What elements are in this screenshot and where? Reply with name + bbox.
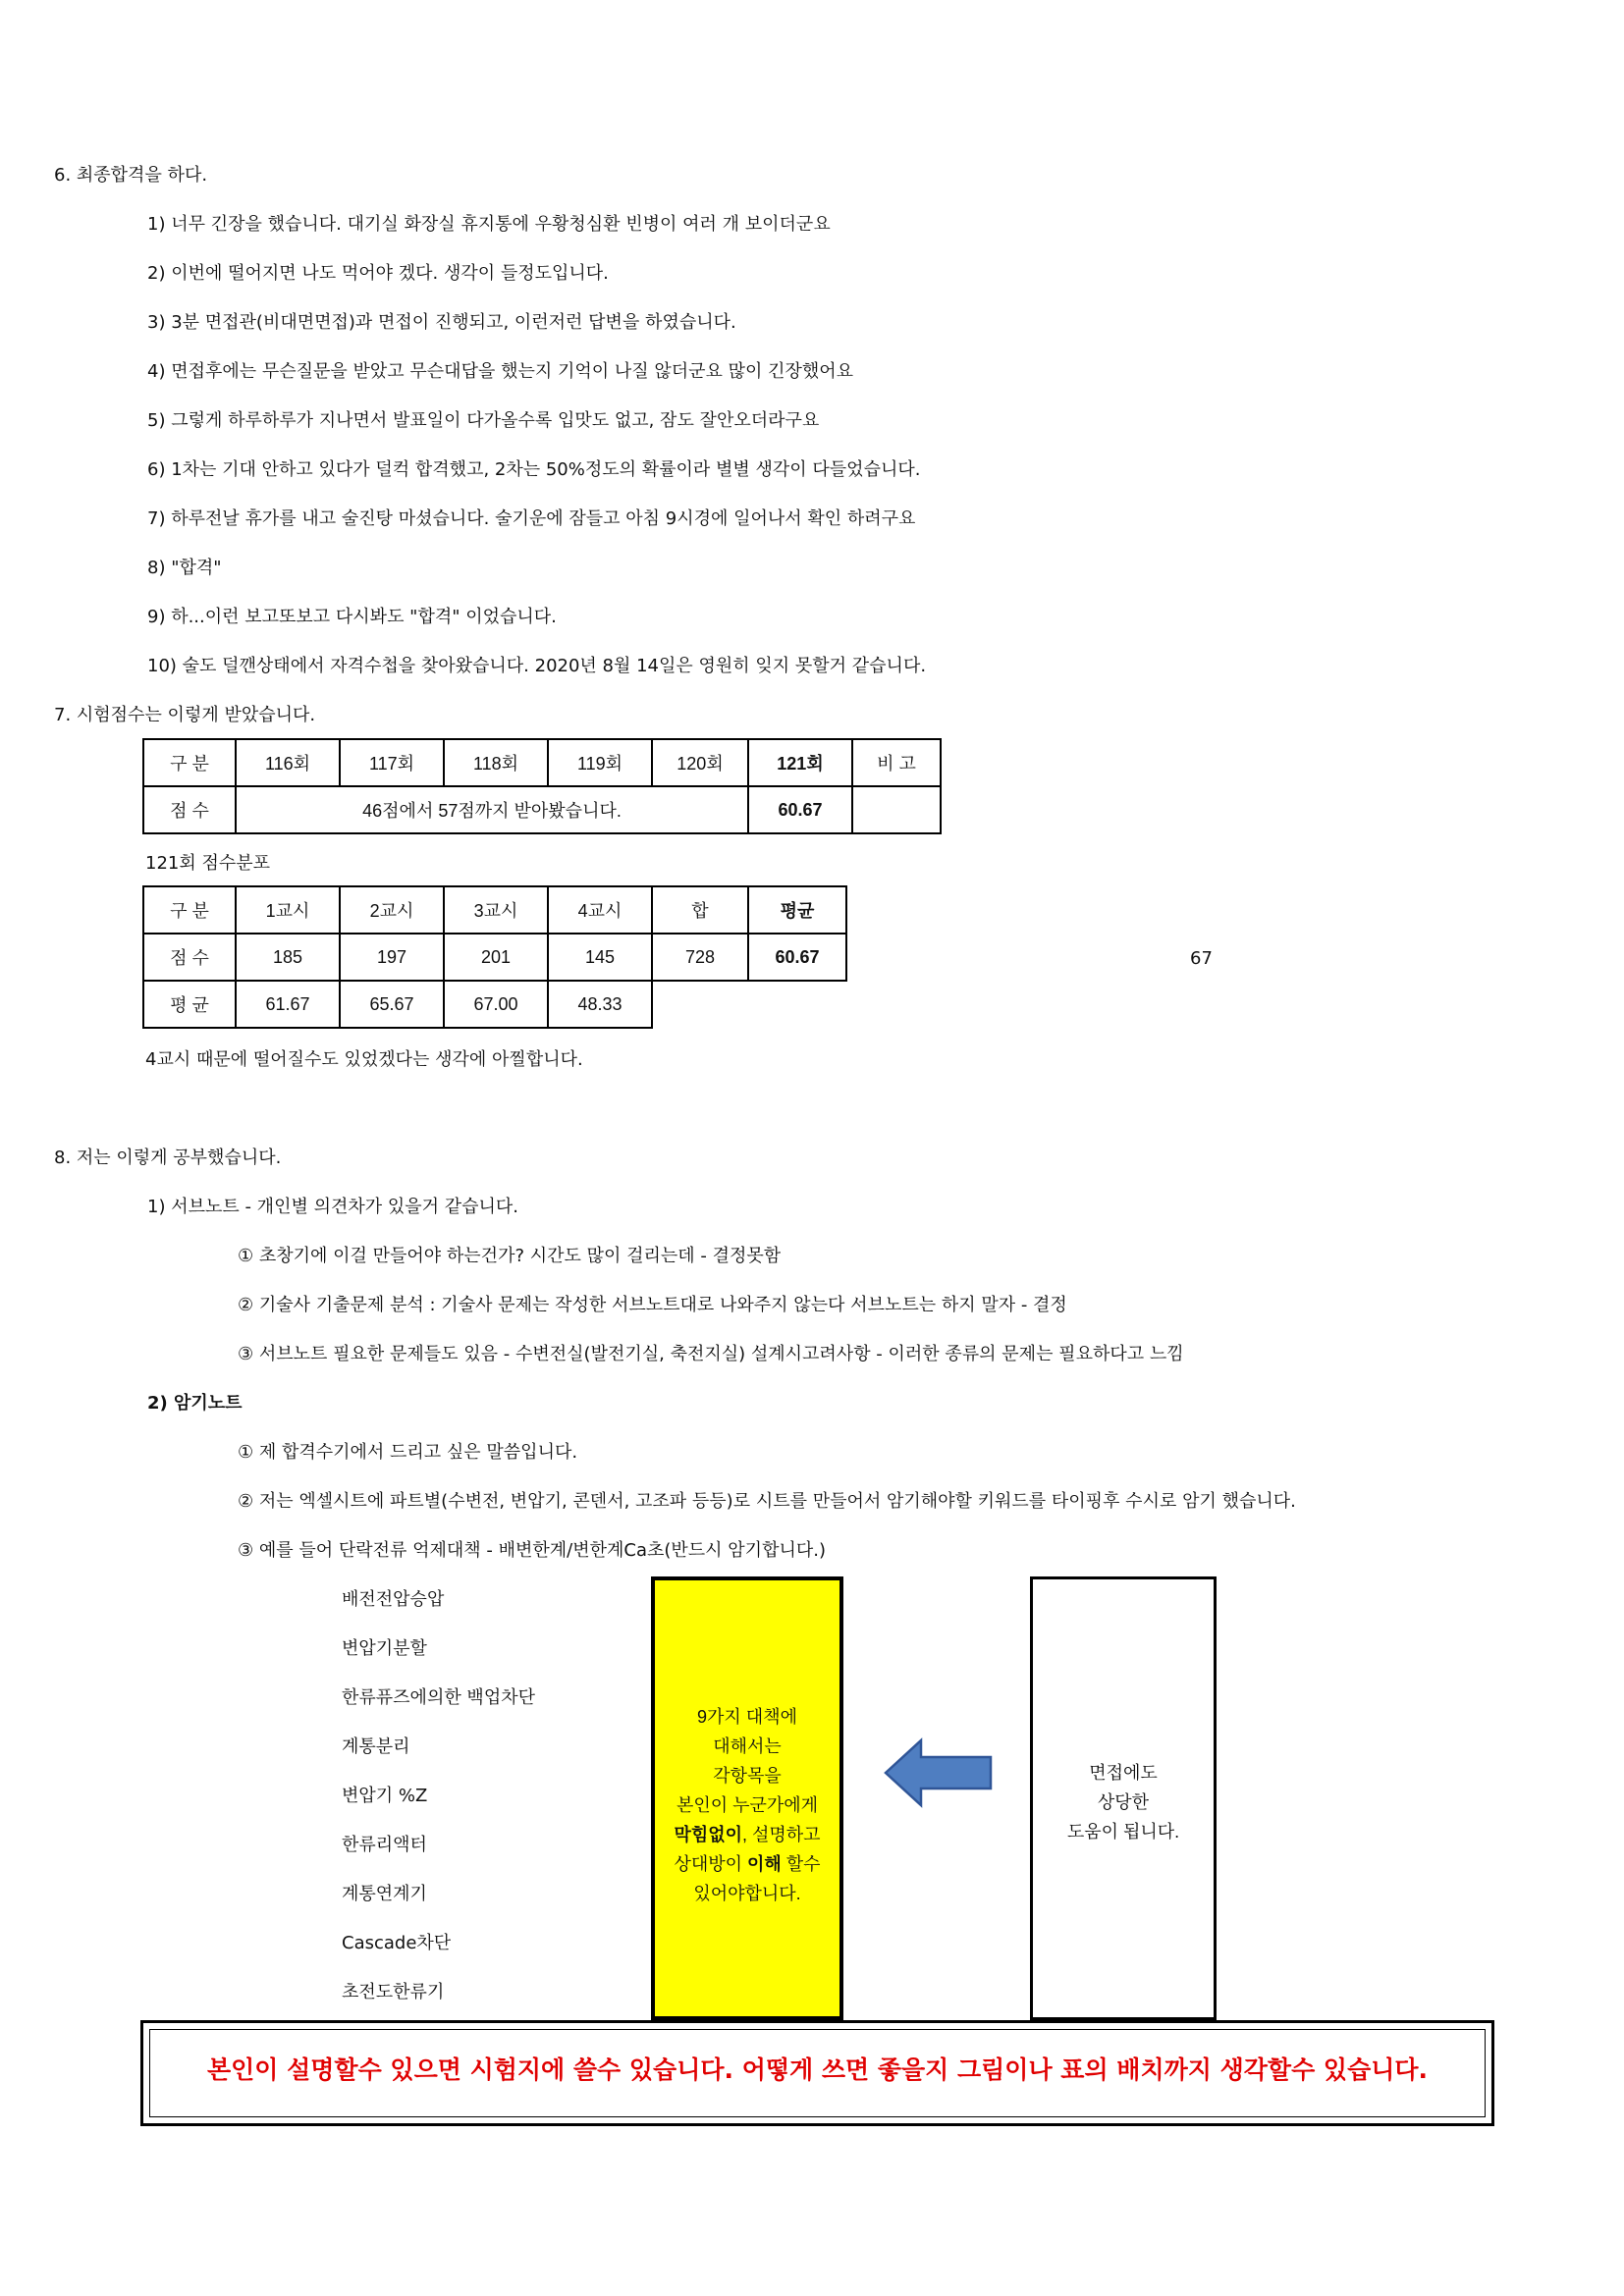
subnote-item-2: ② 기술사 기출문제 분석 : 기술사 문제는 작성한 서브노트대로 나와주지 않는다 서브노트는 하지 말자 - 결정 <box>238 1295 1067 1315</box>
section6-item-3: 3) 3분 면접관(비대면면접)과 면접이 진행되고, 이런저런 답변을 하였습니다. <box>147 312 736 333</box>
table-cell: 48.33 <box>548 981 652 1028</box>
section6-item-9: 9) 하...이런 보고또보고 다시봐도 "합격" 이었습니다. <box>147 607 557 627</box>
section7-heading: 7. 시험점수는 이렇게 받았습니다. <box>54 705 316 725</box>
keyword-item: 한류리액터 <box>342 1835 427 1855</box>
score-history-table <box>142 738 942 834</box>
callout-line <box>655 1820 839 1849</box>
callout-line: 있어야합니다. <box>693 1884 801 1903</box>
memo-item-3: ③ 예를 들어 단락전류 억제대책 - 배변한계/변한계Ca초(반드시 암기합니다.) <box>238 1540 826 1561</box>
section6-item-7: 7) 하루전날 휴가를 내고 술진탕 마셨습니다. 술기운에 잠들고 아침 9시경에 일어나서 확인 하려구요 <box>147 508 916 529</box>
table-cell: 728 <box>652 934 748 981</box>
memo-note-heading: 2) 암기노트 <box>147 1393 243 1414</box>
row-label: 평 균 <box>143 981 236 1028</box>
callout-line: 9가지 대책에 <box>697 1707 797 1727</box>
row-label: 점 수 <box>143 786 236 833</box>
header-cell: 3교시 <box>444 886 548 934</box>
callout-text: 상대방이 <box>674 1854 747 1874</box>
keyword-item: 계통분리 <box>342 1736 410 1757</box>
header-cell: 평균 <box>748 886 846 934</box>
callout-line: 각항목을 <box>713 1766 782 1786</box>
keyword-item: 한류퓨즈에의한 백업차단 <box>342 1687 535 1708</box>
table-cell: 145 <box>548 934 652 981</box>
subnote-heading: 1) 서브노트 - 개인별 의견차가 있을거 같습니다. <box>147 1197 519 1217</box>
section6-item-1: 1) 너무 긴장을 했습니다. 대기실 화장실 휴지통에 우황청심환 빈병이 여러 개 보이더군요 <box>147 214 831 235</box>
section6-item-6: 6) 1차는 기대 안하고 있다가 덜컥 합격했고, 2차는 50%정도의 확률이라 별별 생각이 다들었습니다. <box>147 459 921 480</box>
header-cell: 비 고 <box>852 739 941 786</box>
table-row <box>143 886 846 934</box>
table-cell: 197 <box>340 934 444 981</box>
header-cell: 2교시 <box>340 886 444 934</box>
box-line: 면접에도 <box>1089 1763 1158 1783</box>
header-cell: 116회 <box>236 739 340 786</box>
yellow-callout-box <box>651 1576 843 2020</box>
table-cell: 65.67 <box>340 981 444 1028</box>
conclusion-box <box>140 2020 1494 2126</box>
header-cell: 4교시 <box>548 886 652 934</box>
callout-emphasis: 이해 <box>747 1854 782 1874</box>
box-line: 도움이 됩니다. <box>1066 1822 1180 1842</box>
empty-cell <box>652 981 748 1028</box>
header-cell: 119회 <box>548 739 652 786</box>
table-cell: 67.00 <box>444 981 548 1028</box>
table-row <box>143 786 941 833</box>
section6-item-8: 8) "합격" <box>147 558 222 578</box>
keyword-item: 계통연계기 <box>342 1884 427 1904</box>
header-cell: 118회 <box>444 739 548 786</box>
table-caption: 121회 점수분포 <box>145 853 271 874</box>
header-cell: 구 분 <box>143 886 236 934</box>
row-label: 점 수 <box>143 934 236 981</box>
section6-item-2: 2) 이번에 떨어지면 나도 먹어야 겠다. 생각이 들정도입니다. <box>147 263 609 284</box>
header-cell: 1교시 <box>236 886 340 934</box>
box-line: 상당한 <box>1097 1792 1150 1812</box>
section6-item-4: 4) 면접후에는 무슨질문을 받았고 무슨대답을 했는지 기억이 나질 않더군요 많이 긴장했어요 <box>147 361 854 382</box>
table-cell: 61.67 <box>236 981 340 1028</box>
table-cell: 185 <box>236 934 340 981</box>
callout-text: , 설명하고 <box>742 1825 821 1844</box>
note-cell <box>852 786 941 833</box>
header-cell: 합 <box>652 886 748 934</box>
keyword-item: 초전도한류기 <box>342 1982 445 2002</box>
interview-help-box <box>1030 1576 1217 2020</box>
memo-item-2: ② 저는 엑셀시트에 파트별(수변전, 변압기, 콘덴서, 고조파 등등)로 시트를 만들어서 암기해야할 키워드를 타이핑후 수시로 암기 했습니다. <box>238 1491 1296 1512</box>
keyword-item: 변압기분할 <box>342 1638 427 1659</box>
section6-item-10: 10) 술도 덜깬상태에서 자격수첩을 찾아왔습니다. 2020년 8월 14일은 영원히 잊지 못할거 같습니다. <box>147 656 927 676</box>
callout-line: 본인이 누군가에게 <box>676 1795 819 1815</box>
score-remark: 4교시 때문에 떨어질수도 있었겠다는 생각에 아찔합니다. <box>145 1049 583 1070</box>
callout-emphasis: 막힘없이 <box>674 1825 742 1844</box>
callout-line: 대해서는 <box>713 1736 782 1756</box>
callout-line <box>655 1849 839 1879</box>
header-cell: 구 분 <box>143 739 236 786</box>
empty-cell <box>748 981 846 1028</box>
score-distribution-table <box>142 885 847 1029</box>
table-row <box>143 934 846 981</box>
subnote-item-1: ① 초창기에 이걸 만들어야 하는건가? 시간도 많이 걸리는데 - 결정못함 <box>238 1246 782 1266</box>
section6-item-5: 5) 그렇게 하루하루가 지나면서 발표일이 다가올수록 입맛도 없고, 잠도 잘안오더라구요 <box>147 410 820 431</box>
header-cell: 121회 <box>748 739 852 786</box>
yellow-callout-text <box>655 1702 839 1908</box>
score-121-cell: 60.67 <box>748 786 852 833</box>
table-row <box>143 981 846 1028</box>
table-row <box>143 739 941 786</box>
callout-text: 할수 <box>781 1854 821 1874</box>
interview-help-text <box>1033 1758 1214 1846</box>
conclusion-text: 본인이 설명할수 있으면 시험지에 쓸수 있습니다. 어떻게 쓰면 좋을지 그림이나 표의 배치까지 생각할수 있습니다. <box>206 2056 1429 2084</box>
merged-score-cell: 46점에서 57점까지 받아봤습니다. <box>236 786 748 833</box>
keyword-item: 변압기 %Z <box>342 1786 428 1806</box>
keyword-item: Cascade차단 <box>342 1933 452 1953</box>
table-cell: 201 <box>444 934 548 981</box>
left-arrow-icon <box>884 1737 994 1808</box>
table-cell: 60.67 <box>748 934 846 981</box>
memo-item-1: ① 제 합격수기에서 드리고 싶은 말씀입니다. <box>238 1442 578 1463</box>
section6-heading: 6. 최종합격을 하다. <box>54 165 208 186</box>
keyword-item: 배전전압승압 <box>342 1589 445 1610</box>
side-value: 67 <box>1190 948 1213 969</box>
subnote-item-3: ③ 서브노트 필요한 문제들도 있음 - 수변전실(발전기실, 축전지실) 설계시고려사항 - 이러한 종류의 문제는 필요하다고 느낌 <box>238 1344 1184 1364</box>
header-cell: 120회 <box>652 739 748 786</box>
header-cell: 117회 <box>340 739 444 786</box>
section8-heading: 8. 저는 이렇게 공부했습니다. <box>54 1148 282 1168</box>
